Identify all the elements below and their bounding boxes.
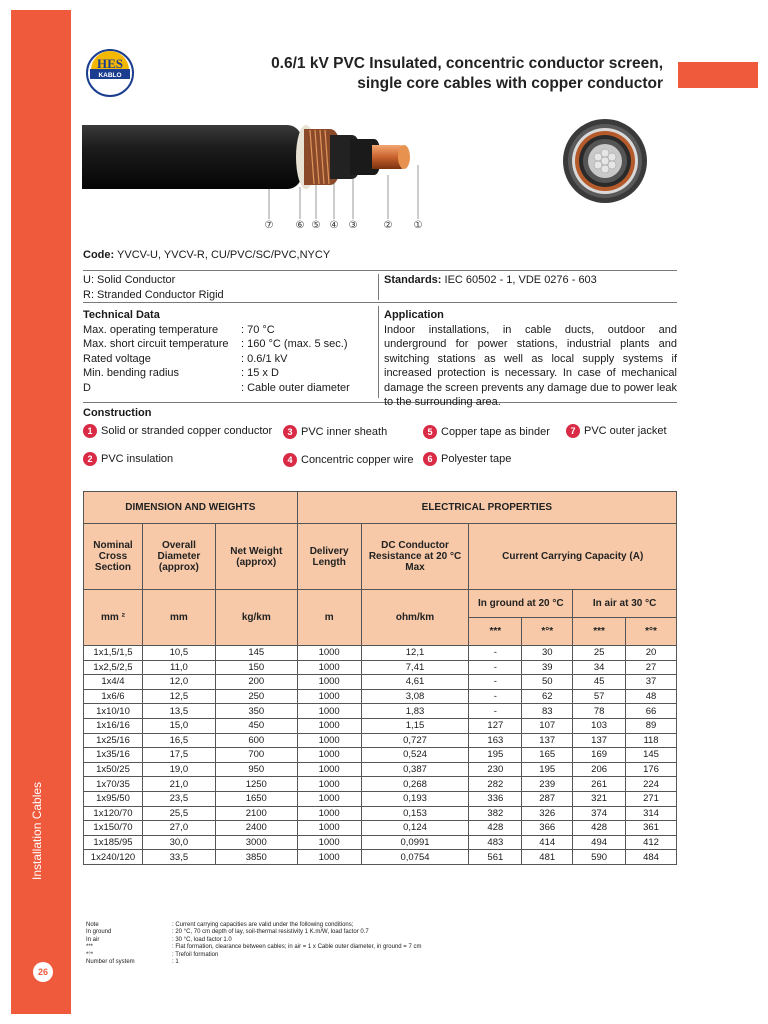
cell-dc-resistance: 0,124 — [361, 821, 469, 836]
header-delivery-length: Delivery Length — [297, 524, 361, 590]
cell-ground-trefoil: 39 — [522, 660, 573, 675]
top-accent-tab — [678, 62, 758, 88]
construction-label: Copper tape as binder — [441, 426, 550, 438]
cell-cross-section: 1x6/6 — [84, 689, 143, 704]
cell-dc-resistance: 3,08 — [361, 689, 469, 704]
cell-cross-section: 1x185/95 — [84, 835, 143, 850]
cell-overall-diameter: 12,0 — [142, 675, 215, 690]
unit-nominal: mm ² — [84, 590, 143, 646]
conductor-type-stranded: R: Stranded Conductor Rigid — [83, 288, 224, 301]
note-key: In air — [86, 936, 100, 943]
cell-ground-trefoil: 481 — [522, 850, 573, 865]
note-row — [86, 952, 421, 959]
tech-key: Max. short circuit temperature — [83, 338, 229, 350]
notes-block — [86, 922, 421, 966]
title-line-1: 0.6/1 kV PVC Insulated, concentric conductor screen, — [271, 55, 663, 72]
cable-label-4: ④ — [329, 220, 339, 231]
cell-delivery-length: 1000 — [297, 777, 361, 792]
note-row — [86, 944, 421, 951]
cell-net-weight: 1650 — [215, 791, 297, 806]
cell-dc-resistance: 7,41 — [361, 660, 469, 675]
page-number: 26 — [33, 962, 53, 982]
construction-item-3 — [283, 425, 387, 439]
standards — [384, 273, 597, 288]
application-text: Indoor installations, in cable ducts, outdoor and underground for power stations, industrial plants and switching stations as well as local supply systems if increased protection is necessary. In case of mechanical damage the screen prevents any damage due to power leak to the surrounding area. — [384, 323, 677, 408]
note-key: Note — [86, 922, 99, 928]
cable-illustration — [82, 115, 444, 235]
cell-cross-section: 1x2,5/2,5 — [84, 660, 143, 675]
cell-air-flat: 137 — [573, 733, 626, 748]
note-value: : Current carrying capacities are valid under the following conditions; — [172, 922, 354, 928]
construction-label: PVC insulation — [101, 453, 174, 465]
symbol-trefoil-air: *°* — [626, 618, 677, 646]
tech-row — [83, 366, 373, 381]
cell-net-weight: 250 — [215, 689, 297, 704]
construction-item-4 — [283, 453, 414, 467]
technical-title: Technical Data — [83, 309, 160, 321]
cell-ground-trefoil: 137 — [522, 733, 573, 748]
cell-overall-diameter: 13,5 — [142, 704, 215, 719]
cable-label-3: ③ — [348, 220, 358, 231]
cell-overall-diameter: 25,5 — [142, 806, 215, 821]
cell-dc-resistance: 0,387 — [361, 762, 469, 777]
cell-ground-trefoil: 50 — [522, 675, 573, 690]
cell-overall-diameter: 23,5 — [142, 791, 215, 806]
cell-net-weight: 350 — [215, 704, 297, 719]
cell-ground-trefoil: 62 — [522, 689, 573, 704]
cell-delivery-length: 1000 — [297, 675, 361, 690]
number-badge: 6 — [423, 452, 437, 466]
cell-air-trefoil: 271 — [626, 791, 677, 806]
number-badge: 1 — [83, 424, 97, 438]
header-overall-diameter: Overall Diameter (approx) — [142, 524, 215, 590]
divider-vertical — [378, 274, 379, 300]
table-row — [84, 835, 677, 850]
table-row — [84, 791, 677, 806]
tech-key: D — [83, 381, 91, 394]
cell-ground-flat: 428 — [469, 821, 522, 836]
cell-delivery-length: 1000 — [297, 660, 361, 675]
tech-value: : 160 °C (max. 5 sec.) — [241, 338, 348, 350]
divider-vertical — [378, 306, 379, 398]
table-row — [84, 660, 677, 675]
cell-air-flat: 45 — [573, 675, 626, 690]
cell-air-trefoil: 224 — [626, 777, 677, 792]
cell-delivery-length: 1000 — [297, 806, 361, 821]
cell-dc-resistance: 0,0754 — [361, 850, 469, 865]
construction-label: PVC inner sheath — [301, 426, 388, 438]
cell-air-flat: 206 — [573, 762, 626, 777]
cell-ground-flat: 382 — [469, 806, 522, 821]
table-row — [84, 646, 677, 661]
table-row — [84, 689, 677, 704]
note-key: In ground — [86, 929, 112, 936]
cell-dc-resistance: 0,153 — [361, 806, 469, 821]
tech-row — [83, 323, 373, 338]
cell-overall-diameter: 17,5 — [142, 748, 215, 763]
cell-air-trefoil: 66 — [626, 704, 677, 719]
cell-delivery-length: 1000 — [297, 748, 361, 763]
cell-air-flat: 261 — [573, 777, 626, 792]
header-nominal-cross-section: Nominal Cross Section — [84, 524, 143, 590]
conductor-type-solid: U: Solid Conductor — [83, 274, 176, 286]
table-row — [84, 675, 677, 690]
construction-label: Concentric copper wire — [301, 454, 414, 466]
cell-air-trefoil: 48 — [626, 689, 677, 704]
cell-overall-diameter: 30,0 — [142, 835, 215, 850]
cell-air-trefoil: 27 — [626, 660, 677, 675]
cable-label-7: ⑦ — [264, 220, 274, 231]
cell-air-trefoil: 314 — [626, 806, 677, 821]
tech-key: Rated voltage — [83, 352, 151, 365]
header-in-ground: In ground at 20 °C — [469, 590, 573, 618]
number-badge: 2 — [83, 452, 97, 466]
divider — [83, 302, 677, 303]
table-row — [84, 850, 677, 865]
unit-delivery: m — [297, 590, 361, 646]
number-badge: 7 — [566, 424, 580, 438]
note-value: : Flat formation, clearance between cables; in air = 1 x Cable outer diameter, in ground = 7 cm — [172, 944, 422, 951]
cell-dc-resistance: 1,83 — [361, 704, 469, 719]
cell-cross-section: 1x10/10 — [84, 704, 143, 719]
table-row — [84, 777, 677, 792]
note-value: : Trefoil formation — [172, 951, 219, 958]
cell-overall-diameter: 33,5 — [142, 850, 215, 865]
tech-value: : 70 °C — [241, 323, 275, 336]
cell-air-flat: 428 — [573, 821, 626, 836]
cell-air-flat: 34 — [573, 660, 626, 675]
cable-cross-section — [562, 118, 648, 204]
construction-item-1 — [83, 424, 272, 438]
cable-label-1: ① — [413, 220, 423, 231]
cell-ground-trefoil: 326 — [522, 806, 573, 821]
note-row — [86, 937, 421, 944]
header-dimension-weights: DIMENSION AND WEIGHTS — [84, 492, 298, 524]
specification-table — [83, 491, 677, 865]
cell-net-weight: 2400 — [215, 821, 297, 836]
header-net-weight: Net Weight (approx) — [215, 524, 297, 590]
table-row — [84, 806, 677, 821]
cell-air-trefoil: 145 — [626, 748, 677, 763]
note-key: *** — [86, 944, 94, 951]
cell-air-flat: 78 — [573, 704, 626, 719]
cell-air-flat: 169 — [573, 748, 626, 763]
cable-label-6: ⑥ — [295, 220, 305, 231]
note-key: *°* — [86, 951, 94, 958]
table-row — [84, 748, 677, 763]
cable-label-5: ⑤ — [311, 220, 321, 231]
unit-dc: ohm/km — [361, 590, 469, 646]
construction-label: Polyester tape — [441, 453, 512, 465]
outer-jacket-shape — [82, 125, 306, 189]
cell-net-weight: 700 — [215, 748, 297, 763]
cell-ground-flat: 282 — [469, 777, 522, 792]
conductor-types — [83, 273, 224, 302]
cell-air-flat: 494 — [573, 835, 626, 850]
cell-net-weight: 200 — [215, 675, 297, 690]
construction-label: Solid or stranded copper conductor — [101, 425, 273, 437]
cell-air-flat: 57 — [573, 689, 626, 704]
cell-ground-flat: 483 — [469, 835, 522, 850]
cell-ground-trefoil: 30 — [522, 646, 573, 661]
cell-dc-resistance: 12,1 — [361, 646, 469, 661]
cell-ground-flat: 230 — [469, 762, 522, 777]
unit-weight: kg/km — [215, 590, 297, 646]
technical-data — [83, 308, 373, 395]
cell-overall-diameter: 15,0 — [142, 718, 215, 733]
cell-delivery-length: 1000 — [297, 835, 361, 850]
cell-ground-flat: 195 — [469, 748, 522, 763]
tech-key: Max. operating temperature — [83, 323, 219, 336]
cell-overall-diameter: 21,0 — [142, 777, 215, 792]
title-line-2: single core cables with copper conductor — [357, 75, 663, 92]
cell-cross-section: 1x4/4 — [84, 675, 143, 690]
note-row — [86, 929, 421, 936]
page-title — [271, 54, 663, 94]
tech-value: : Cable outer diameter — [241, 381, 350, 394]
number-badge: 4 — [283, 453, 297, 467]
cell-cross-section: 1x150/70 — [84, 821, 143, 836]
cell-net-weight: 450 — [215, 718, 297, 733]
cell-ground-flat: - — [469, 704, 522, 719]
tech-row — [83, 352, 373, 367]
cell-delivery-length: 1000 — [297, 821, 361, 836]
cell-net-weight: 1250 — [215, 777, 297, 792]
table-row — [84, 718, 677, 733]
cell-net-weight: 150 — [215, 660, 297, 675]
unit-overall: mm — [142, 590, 215, 646]
cell-air-flat: 321 — [573, 791, 626, 806]
construction-item-7 — [566, 424, 667, 438]
cell-ground-flat: 127 — [469, 718, 522, 733]
cell-ground-flat: - — [469, 675, 522, 690]
tech-row — [83, 381, 373, 396]
header-in-air: In air at 30 °C — [573, 590, 677, 618]
cell-air-trefoil: 37 — [626, 675, 677, 690]
cell-ground-flat: - — [469, 689, 522, 704]
tech-key: Min. bending radius — [83, 367, 180, 379]
note-value: : 30 °C, load factor 1.0 — [172, 936, 232, 943]
cell-air-flat: 374 — [573, 806, 626, 821]
cell-delivery-length: 1000 — [297, 762, 361, 777]
logo-text-sub: KABLO — [98, 72, 122, 79]
symbol-trefoil-ground: *°* — [522, 618, 573, 646]
code-line — [83, 249, 330, 261]
cell-overall-diameter: 16,5 — [142, 733, 215, 748]
cell-cross-section: 1x16/16 — [84, 718, 143, 733]
table-row — [84, 704, 677, 719]
header-current-capacity: Current Carrying Capacity (A) — [469, 524, 677, 590]
note-value: : 20 °C, 70 cm depth of lay, soil-thermal resistivity 1 K.m/W, load factor 0.7 — [172, 929, 369, 936]
cell-overall-diameter: 10,5 — [142, 646, 215, 661]
cell-ground-trefoil: 107 — [522, 718, 573, 733]
construction-label: PVC outer jacket — [584, 425, 667, 437]
construction-item-6 — [423, 452, 511, 466]
cell-air-trefoil: 484 — [626, 850, 677, 865]
cell-ground-flat: 163 — [469, 733, 522, 748]
construction-title: Construction — [83, 407, 152, 419]
cell-ground-flat: 561 — [469, 850, 522, 865]
cell-cross-section: 1x35/16 — [84, 748, 143, 763]
cell-air-trefoil: 118 — [626, 733, 677, 748]
cell-ground-trefoil: 287 — [522, 791, 573, 806]
cell-air-trefoil: 176 — [626, 762, 677, 777]
cable-label-2: ② — [383, 220, 393, 231]
cell-delivery-length: 1000 — [297, 850, 361, 865]
cell-net-weight: 600 — [215, 733, 297, 748]
cell-delivery-length: 1000 — [297, 704, 361, 719]
header-dc-resistance: DC Conductor Resistance at 20 °C Max — [361, 524, 469, 590]
cell-overall-diameter: 11,0 — [142, 660, 215, 675]
cell-ground-trefoil: 366 — [522, 821, 573, 836]
cell-ground-flat: - — [469, 660, 522, 675]
application — [384, 308, 677, 410]
cell-delivery-length: 1000 — [297, 718, 361, 733]
cell-net-weight: 145 — [215, 646, 297, 661]
cell-dc-resistance: 0,727 — [361, 733, 469, 748]
number-badge: 3 — [283, 425, 297, 439]
cell-overall-diameter: 27,0 — [142, 821, 215, 836]
cell-cross-section: 1x95/50 — [84, 791, 143, 806]
table-row — [84, 733, 677, 748]
note-row — [86, 922, 421, 929]
construction-item-2 — [83, 452, 173, 466]
cell-ground-flat: - — [469, 646, 522, 661]
symbol-flat-air: *** — [573, 618, 626, 646]
cell-air-trefoil: 20 — [626, 646, 677, 661]
cell-dc-resistance: 4,61 — [361, 675, 469, 690]
application-title: Application — [384, 309, 444, 321]
symbol-flat-ground: *** — [469, 618, 522, 646]
cell-cross-section: 1x120/70 — [84, 806, 143, 821]
cell-dc-resistance: 0,524 — [361, 748, 469, 763]
cell-dc-resistance: 1,15 — [361, 718, 469, 733]
cell-dc-resistance: 0,268 — [361, 777, 469, 792]
tech-row — [83, 337, 373, 352]
cell-net-weight: 3850 — [215, 850, 297, 865]
cell-ground-trefoil: 83 — [522, 704, 573, 719]
cell-cross-section: 1x1,5/1,5 — [84, 646, 143, 661]
cell-overall-diameter: 19,0 — [142, 762, 215, 777]
construction-item-5 — [423, 425, 550, 439]
cell-cross-section: 1x70/35 — [84, 777, 143, 792]
cell-air-flat: 590 — [573, 850, 626, 865]
cell-dc-resistance: 0,0991 — [361, 835, 469, 850]
cell-air-trefoil: 412 — [626, 835, 677, 850]
cell-net-weight: 950 — [215, 762, 297, 777]
note-key: Number of system — [86, 959, 135, 966]
logo-text-main: HES — [96, 56, 124, 71]
code-label: Code: — [83, 249, 115, 261]
cell-overall-diameter: 12,5 — [142, 689, 215, 704]
code-value: YVCV-U, YVCV-R, CU/PVC/SC/PVC,NYCY — [117, 249, 331, 261]
cell-ground-trefoil: 414 — [522, 835, 573, 850]
tech-value: : 15 x D — [241, 367, 279, 379]
hes-kablo-logo — [85, 48, 135, 98]
cell-cross-section: 1x240/120 — [84, 850, 143, 865]
cell-ground-flat: 336 — [469, 791, 522, 806]
cell-cross-section: 1x50/25 — [84, 762, 143, 777]
cell-ground-trefoil: 239 — [522, 777, 573, 792]
table-row — [84, 821, 677, 836]
cell-ground-trefoil: 165 — [522, 748, 573, 763]
cell-delivery-length: 1000 — [297, 733, 361, 748]
cell-air-flat: 25 — [573, 646, 626, 661]
side-section-label: Installation Cables — [30, 781, 44, 880]
cell-air-flat: 103 — [573, 718, 626, 733]
cell-ground-trefoil: 195 — [522, 762, 573, 777]
cell-delivery-length: 1000 — [297, 646, 361, 661]
divider — [83, 270, 677, 271]
header-electrical-properties: ELECTRICAL PROPERTIES — [297, 492, 676, 524]
tech-value: : 0.6/1 kV — [241, 352, 288, 365]
cell-delivery-length: 1000 — [297, 689, 361, 704]
note-value: : 1 — [172, 959, 179, 966]
table-row — [84, 762, 677, 777]
cell-air-trefoil: 361 — [626, 821, 677, 836]
cell-cross-section: 1x25/16 — [84, 733, 143, 748]
cell-net-weight: 3000 — [215, 835, 297, 850]
standards-value: IEC 60502 - 1, VDE 0276 - 603 — [444, 274, 597, 286]
cell-air-trefoil: 89 — [626, 718, 677, 733]
cell-net-weight: 2100 — [215, 806, 297, 821]
cell-delivery-length: 1000 — [297, 791, 361, 806]
note-row — [86, 959, 421, 966]
standards-label: Standards: — [384, 274, 442, 286]
cell-dc-resistance: 0,193 — [361, 791, 469, 806]
number-badge: 5 — [423, 425, 437, 439]
